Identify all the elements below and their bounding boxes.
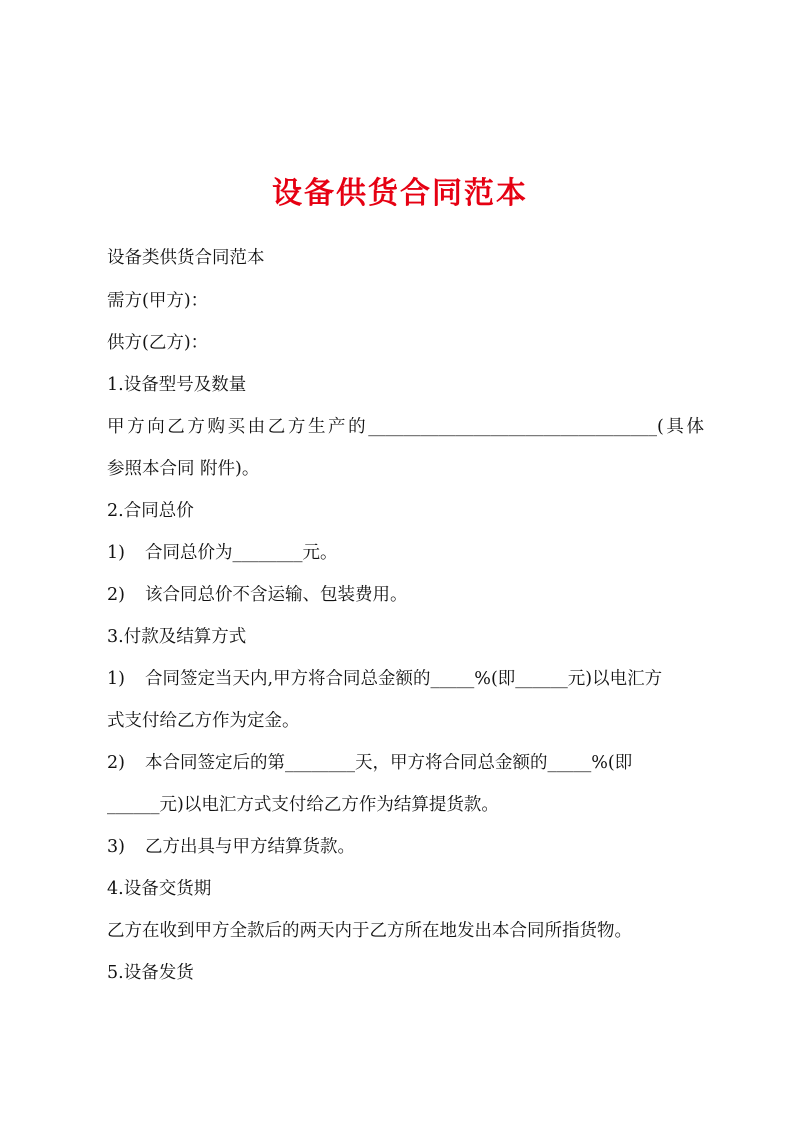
section-1-heading: 1.设备型号及数量 (107, 375, 247, 395)
section-5-heading: 5.设备发货 (107, 963, 194, 983)
document-title: 设备供货合同范本 (272, 176, 528, 211)
item-text: 乙方出具与甲方结算货款。 (145, 837, 355, 857)
party-a-line: 需方(甲方)： (107, 291, 209, 311)
item-number: 1) (107, 543, 125, 563)
item-text: 本合同签定后的第________天，甲方将合同总金额的_____%(即 (145, 753, 633, 773)
section-3-item-1-line-1 (107, 667, 704, 691)
section-4-heading: 4.设备交货期 (107, 879, 212, 899)
document-subtitle: 设备类供货合同范本 (107, 248, 265, 268)
item-text: 合同签定当天内,甲方将合同总金额的_____%(即______元)以电汇方 (145, 669, 663, 689)
section-3-item-3 (107, 835, 704, 859)
item-number: 2) (107, 585, 125, 605)
section-3-item-1-line-2: 式支付给乙方作为定金。 (107, 711, 300, 731)
section-4-paragraph: 乙方在收到甲方全款后的两天内于乙方所在地发出本合同所指货物。 (107, 921, 632, 941)
section-3-item-2-line-2: ______元)以电汇方式支付给乙方作为结算提货款。 (107, 795, 499, 815)
section-2-item-1 (107, 541, 704, 565)
section-3-item-2-line-1 (107, 751, 704, 775)
section-3-heading: 3.付款及结算方式 (107, 627, 247, 647)
item-number: 1) (107, 669, 125, 689)
section-2-item-2 (107, 583, 704, 607)
section-2-heading: 2.合同总价 (107, 501, 194, 521)
section-1-paragraph-line-2: 参照本合同 附件)。 (107, 459, 260, 479)
item-text: 该合同总价不含运输、包装费用。 (145, 585, 408, 605)
party-b-line: 供方(乙方)： (107, 333, 209, 353)
item-text: 合同总价为________元。 (145, 543, 338, 563)
item-number: 3) (107, 837, 125, 857)
section-1-paragraph-line-1: 甲方向乙方购买由乙方生产的_________________________________(具体 (107, 417, 704, 437)
item-number: 2) (107, 753, 125, 773)
